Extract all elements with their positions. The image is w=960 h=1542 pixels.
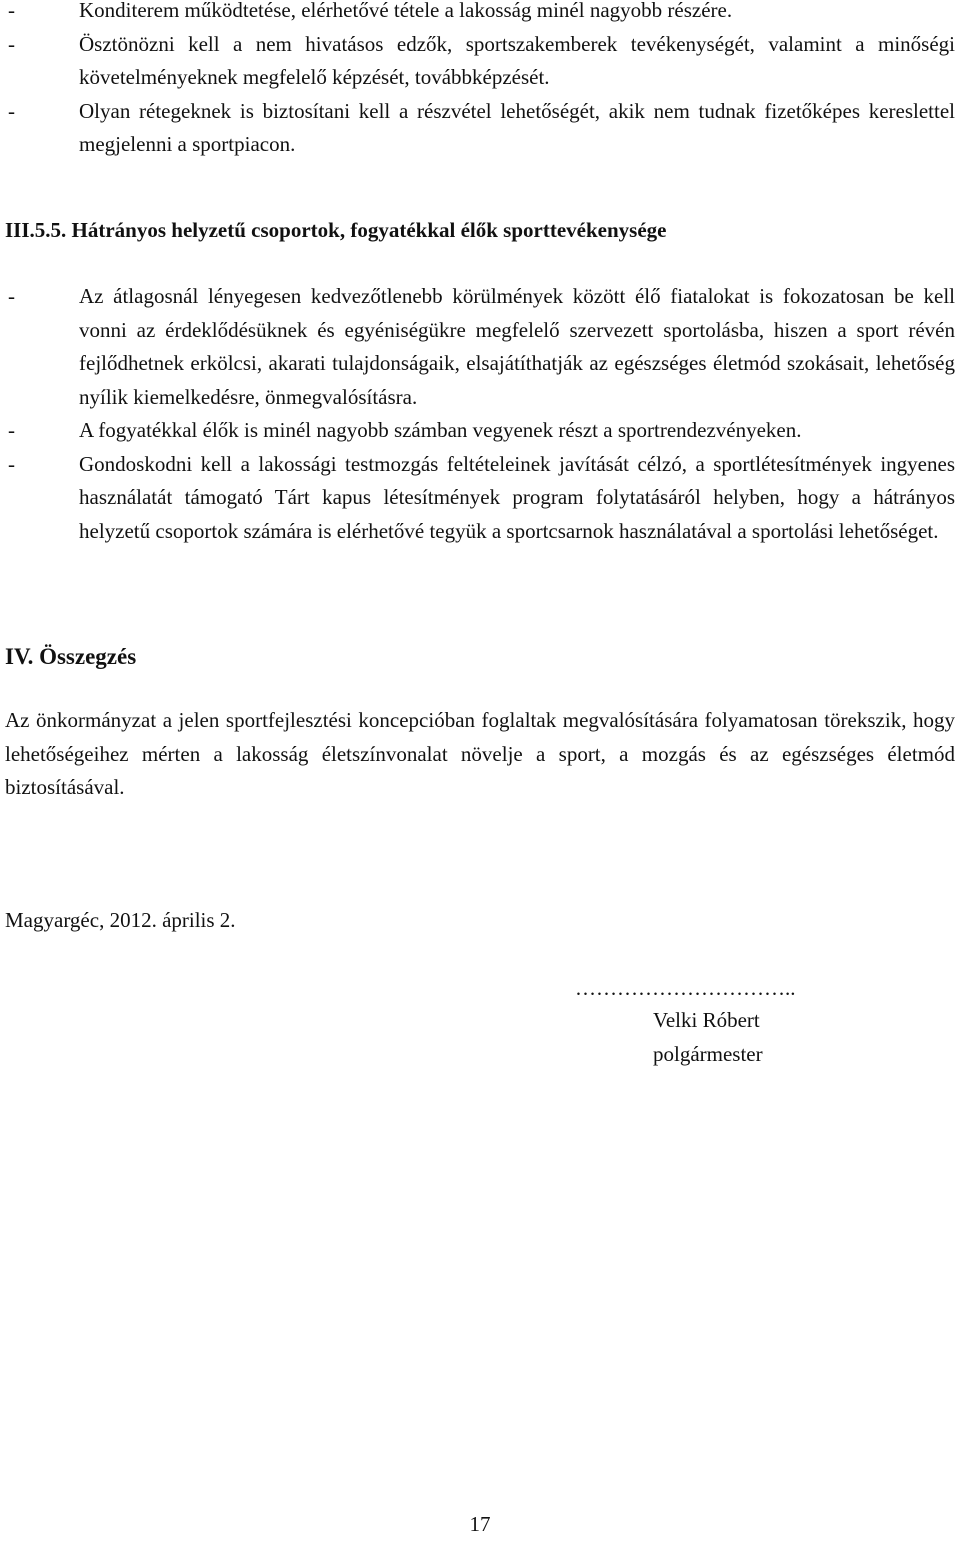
signatory-name: Velki Róbert [653, 1008, 760, 1032]
signature-line: ………………………….. [575, 976, 796, 1000]
date-line: Magyargéc, 2012. április 2. [5, 908, 236, 932]
list-item [0, 28, 955, 95]
page-number: 17 [469, 1512, 491, 1536]
list-item [0, 280, 955, 414]
list-marker: - [8, 418, 15, 442]
list-item [0, 414, 955, 448]
summary-paragraph: Az önkormányzat a jelen sportfejlesztési koncepcióban foglaltak megvalósítására folyamatosan törekszik, hogy lehetőségeihez mérten a lakosság életszínvonalat növelje a sport, a mozgás és az egészséges életmód biztosításával. [5, 708, 955, 799]
summary-heading: IV. Összegzés [5, 644, 137, 669]
list-marker: - [8, 451, 15, 476]
list-item-text: A fogyatékkal élők is minél nagyobb számban vegyenek részt a sportrendezvényeken. [79, 418, 802, 442]
list-item-text: Olyan rétegeknek is biztosítani kell a részvétel lehetőségét, akik nem tudnak fizetőképes kereslettel megjelenni a sportpiacon. [79, 98, 955, 156]
list-item [0, 95, 955, 162]
section-heading: III.5.5. Hátrányos helyzetű csoportok, fogyatékkal élők sporttevékenysége [5, 218, 667, 242]
list-item-text: Az átlagosnál lényegesen kedvezőtlenebb körülmények között élő fiatalokat is fokozatosan be kell vonni az érdeklődésüknek és egyéniségükre megfelelő szervezett sportolásba, hiszen a sport révén fejlődhetnek erkölcsi, akarati tulajdonságaik, elsajátíthatják az egészséges életmód szokásait, lehetőség nyílik kiemelkedésre, önmegvalósításra. [79, 284, 955, 409]
list-marker: - [8, 284, 15, 308]
signatory-title: polgármester [653, 1042, 763, 1066]
bullet-list-section [0, 280, 955, 548]
bullet-list-top [0, 0, 955, 162]
list-item-text: Ösztönözni kell a nem hivatásos edzők, sportszakemberek tevékenységét, valamint a minőségi követelményeknek megfelelő képzését, továbbképzését. [79, 31, 955, 89]
list-item-text: Gondoskodni kell a lakossági testmozgás feltételeinek javítását célzó, a sportlétesítmények ingyenes használatát támogató Tárt kapus létesítmények program folytatásáról helyben, hogy a hátrányos helyzetű csoportok számára is elérhetővé tegyük a sportcsarnok használatával a sportolási lehetőséget. [79, 451, 955, 543]
list-item-text: Konditerem működtetése, elérhetővé tétele a lakosság minél nagyobb részére. [79, 0, 733, 22]
list-marker: - [8, 0, 15, 22]
list-marker: - [8, 98, 15, 123]
list-marker: - [8, 31, 15, 56]
list-item [0, 0, 955, 28]
list-item [0, 448, 955, 549]
